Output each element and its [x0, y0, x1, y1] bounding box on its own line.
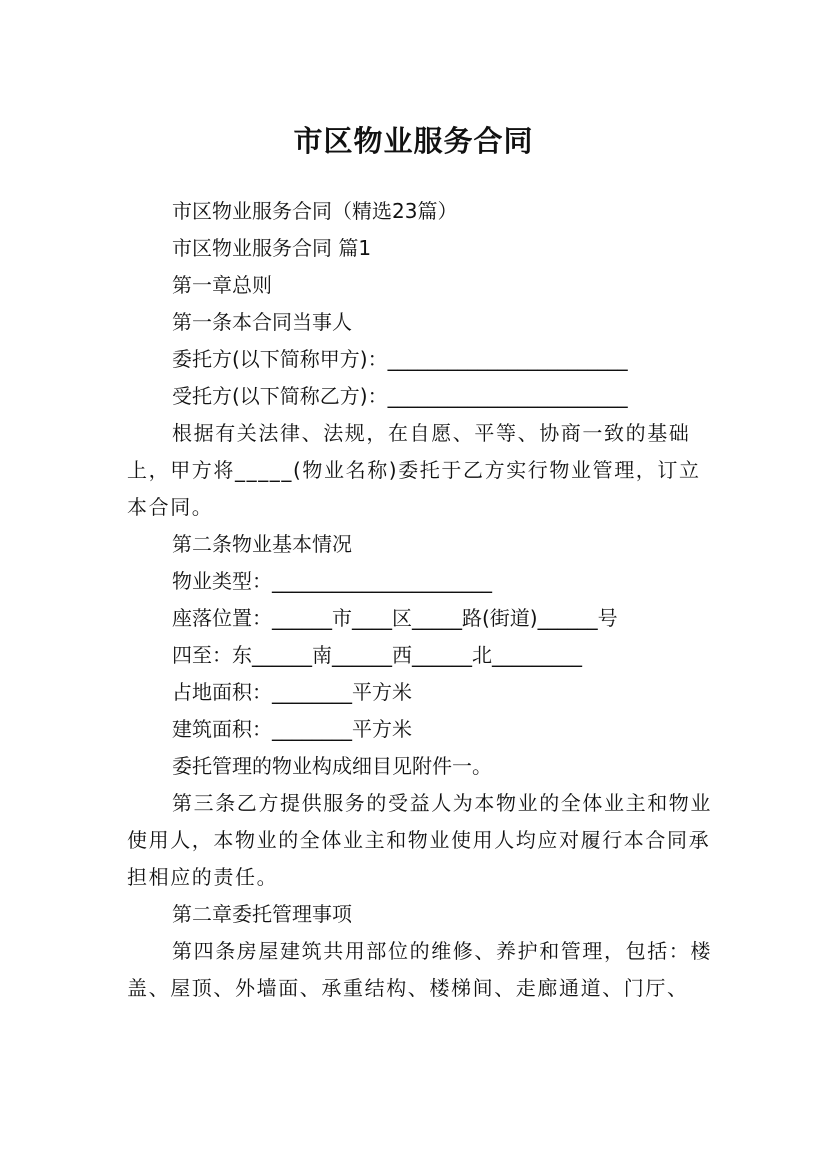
paragraph: 四至：东______南______西______北_________: [172, 643, 582, 667]
document-body: [127, 193, 717, 1007]
paragraph: 占地面积：________平方米: [172, 680, 412, 704]
paragraph: 市区物业服务合同（精选23篇）: [172, 199, 458, 223]
paragraph: 第一条本合同当事人: [172, 310, 352, 334]
paragraph: 座落位置：______市____区_____路(街道)______号: [172, 606, 618, 630]
paragraph: 建筑面积：________平方米: [172, 717, 412, 741]
paragraph: 第二章委托管理事项: [172, 902, 352, 926]
paragraph: 委托方(以下简称甲方)：________________________: [172, 347, 628, 371]
paragraph: 第一章总则: [172, 273, 272, 297]
paragraph: 第二条物业基本情况: [172, 532, 352, 556]
paragraph: 物业类型：______________________: [172, 569, 492, 593]
paragraph: 第四条房屋建筑共用部位的维修、养护和管理，包括：楼盖、屋顶、外墙面、承重结构、楼梯间、走廊通道、门厅、: [127, 939, 712, 1000]
document-title: 市区物业服务合同: [293, 124, 534, 159]
paragraph: 第三条乙方提供服务的受益人为本物业的全体业主和物业使用人，本物业的全体业主和物业使用人均应对履行本合同承担相应的责任。: [127, 791, 712, 889]
paragraph: 根据有关法律、法规，在自愿、平等、协商一致的基础上，甲方将_____(物业名称)委托于乙方实行物业管理，订立本合同。: [127, 421, 701, 519]
paragraph: 受托方(以下简称乙方)：________________________: [172, 384, 628, 408]
paragraph: 委托管理的物业构成细目见附件一。: [172, 754, 492, 778]
paragraph: 市区物业服务合同 篇1: [172, 236, 372, 260]
